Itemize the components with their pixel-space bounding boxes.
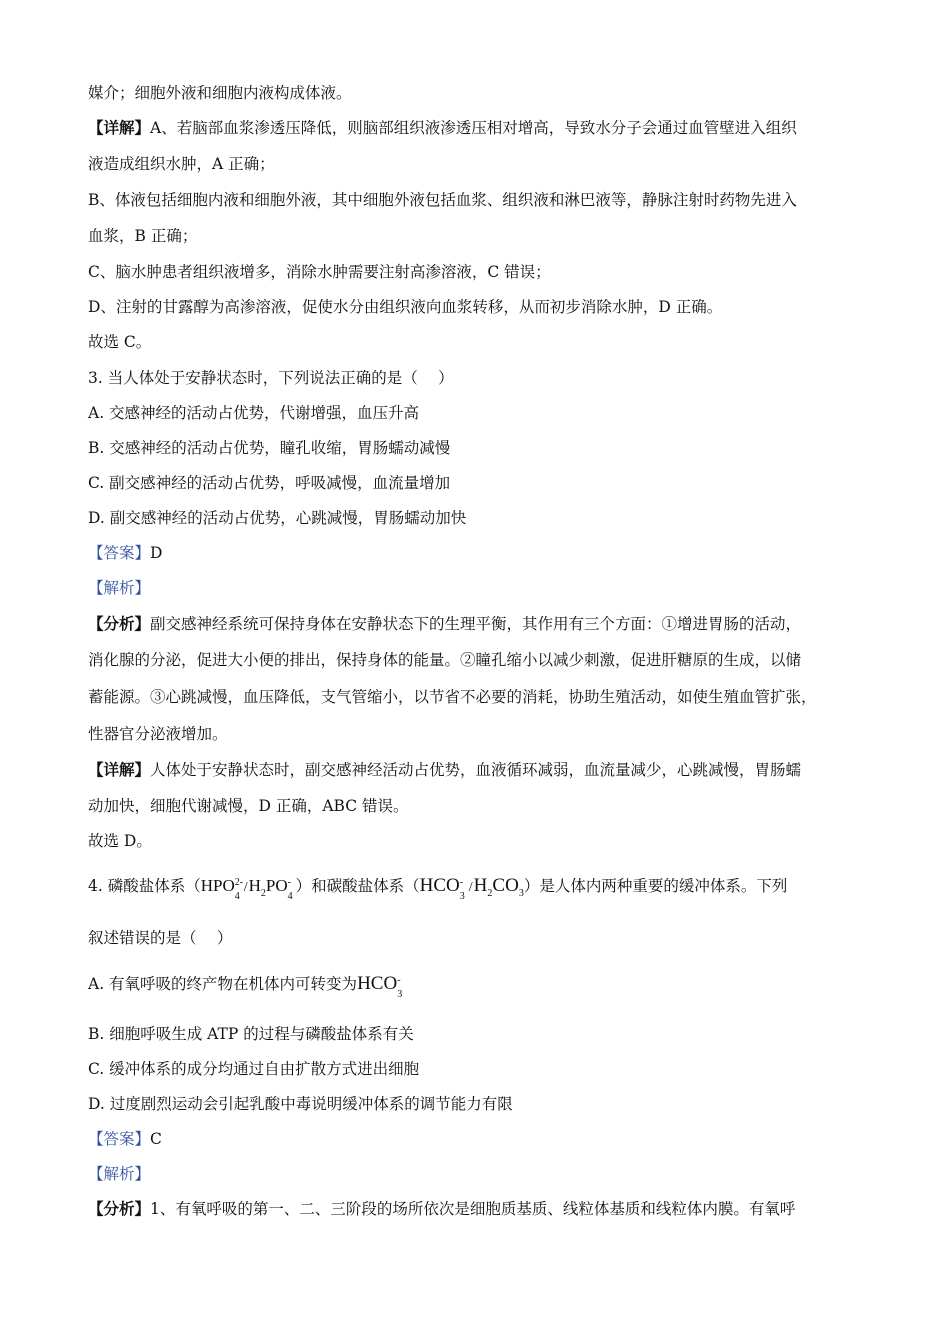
analysis-tag <box>88 578 150 598</box>
text-line <box>88 614 801 634</box>
text-line <box>88 831 152 851</box>
analysis-sub-tag: 【分析】 <box>88 1199 151 1218</box>
text-line <box>88 760 801 780</box>
question-4-stem-part: ）是人体内两种重要的缓冲体系。下列 <box>523 877 788 895</box>
text-line <box>88 118 797 138</box>
option-text: A. 有氧呼吸的终产物在机体内可转变为 <box>88 975 358 993</box>
bicarbonate-formula: HCO - 3 <box>357 973 403 1000</box>
paragraph-text: 消化腺的分泌，促进大小便的排出，保持身体的能量。②瞳孔缩小以减少刺激，促进肝糖原的生成，以储 <box>88 651 802 669</box>
conclusion-text: 故选 D。 <box>88 832 152 850</box>
paragraph-text: 媒介；细胞外液和细胞内液构成体液。 <box>88 84 352 102</box>
text-line <box>88 724 228 744</box>
answer-value: D <box>150 544 163 562</box>
answer-tag: 【答案】 <box>88 544 151 562</box>
question-3-stem: 3. 当人体处于安静状态时，下列说法正确的是（ ） <box>88 369 454 387</box>
text-line <box>88 928 232 948</box>
detail-tag: 【详解】 <box>88 118 151 137</box>
carbonate-formula: HCO - 3 $/H_2CO_3$ <box>419 875 524 902</box>
text-line <box>88 83 352 103</box>
analysis-sub-tag: 【分析】 <box>88 614 151 633</box>
option-text: B. 交感神经的活动占优势，瞳孔收缩，胃肠蠕动减慢 <box>88 439 451 457</box>
paragraph-text: 动加快，细胞代谢减慢，D 正确，ABC 错误。 <box>88 797 409 815</box>
option-a <box>88 973 405 1000</box>
text-line <box>88 687 817 707</box>
option-d <box>88 1094 513 1114</box>
text-line <box>88 332 151 352</box>
option-text: D. 过度剧烈运动会引起乳酸中毒说明缓冲体系的调节能力有限 <box>88 1095 513 1113</box>
paragraph-text: B、体液包括细胞内液和细胞外液，其中细胞外液包括血浆、组织液和淋巴液等，静脉注射时药物先进入 <box>88 191 797 209</box>
option-b <box>88 438 450 458</box>
paragraph-text: 副交感神经系统可保持身体在安静状态下的生理平衡，其作用有三个方面：①增进胃肠的活动， <box>150 615 802 633</box>
question-4-stem-part: 叙述错误的是（ ） <box>88 929 233 947</box>
question-4-stem-part: ）和碳酸盐体系（ <box>295 877 420 895</box>
analysis-label: 【解析】 <box>88 579 151 597</box>
paragraph-text: 1、有氧呼吸的第一、二、三阶段的场所依次是细胞质基质、线粒体基质和线粒体内膜。有氧呼 <box>150 1200 796 1218</box>
option-text: A. 交感神经的活动占优势，代谢增强，血压升高 <box>88 404 420 422</box>
option-c <box>88 473 450 493</box>
paragraph-text: D、注射的甘露醇为高渗溶液，促使水分由组织液向血浆转移，从而初步消除水肿，D 正确。 <box>88 298 723 316</box>
text-line <box>88 262 551 282</box>
paragraph-text: 性器官分泌液增加。 <box>88 725 228 743</box>
text-line <box>88 226 197 246</box>
text-line <box>88 796 409 816</box>
paragraph-text: 液造成组织水肿，A 正确； <box>88 155 275 173</box>
option-b <box>88 1024 414 1044</box>
option-text: B. 细胞呼吸生成 ATP 的过程与磷酸盐体系有关 <box>88 1025 414 1043</box>
question-stem <box>88 875 788 903</box>
detail-tag: 【详解】 <box>88 760 151 779</box>
text-line <box>88 190 797 210</box>
option-c <box>88 1059 419 1079</box>
option-text: C. 副交感神经的活动占优势，呼吸减慢，血流量增加 <box>88 474 451 492</box>
text-line <box>88 650 801 670</box>
text-line <box>88 297 722 317</box>
option-text: C. 缓冲体系的成分均通过自由扩散方式进出细胞 <box>88 1060 420 1078</box>
analysis-tag <box>88 1164 150 1184</box>
question-4-stem-part: 4. 磷酸盐体系（ <box>88 877 201 895</box>
question-stem <box>88 368 454 388</box>
option-text: D. 副交感神经的活动占优势，心跳减慢，胃肠蠕动加快 <box>88 509 467 527</box>
paragraph-text: 血浆，B 正确； <box>88 227 198 245</box>
answer-line <box>88 1129 162 1149</box>
answer-line <box>88 543 162 563</box>
phosphate-formula: HPO 2- 4 $/H_2PO$ - 4 <box>200 876 293 903</box>
answer-value: C <box>150 1130 162 1148</box>
conclusion-text: 故选 C。 <box>88 333 152 351</box>
text-line <box>88 154 275 174</box>
paragraph-text: C、脑水肿患者组织液增多，消除水肿需要注射高渗溶液，C 错误； <box>88 263 551 281</box>
paragraph-text: A、若脑部血浆渗透压降低，则脑部组织液渗透压相对增高，导致水分子会通过血管壁进入组织 <box>150 119 797 137</box>
paragraph-text: 人体处于安静状态时，副交感神经活动占优势，血液循环减弱，血流量减少，心跳减慢，胃肠蠕 <box>150 761 802 779</box>
option-d <box>88 508 466 528</box>
paragraph-text: 蓄能源。③心跳减慢，血压降低，支气管缩小，以节省不必要的消耗，协助生殖活动，如使生殖血管扩张， <box>88 688 817 706</box>
text-line <box>88 1199 795 1219</box>
option-a <box>88 403 419 423</box>
analysis-label: 【解析】 <box>88 1165 151 1183</box>
answer-tag: 【答案】 <box>88 1130 151 1148</box>
